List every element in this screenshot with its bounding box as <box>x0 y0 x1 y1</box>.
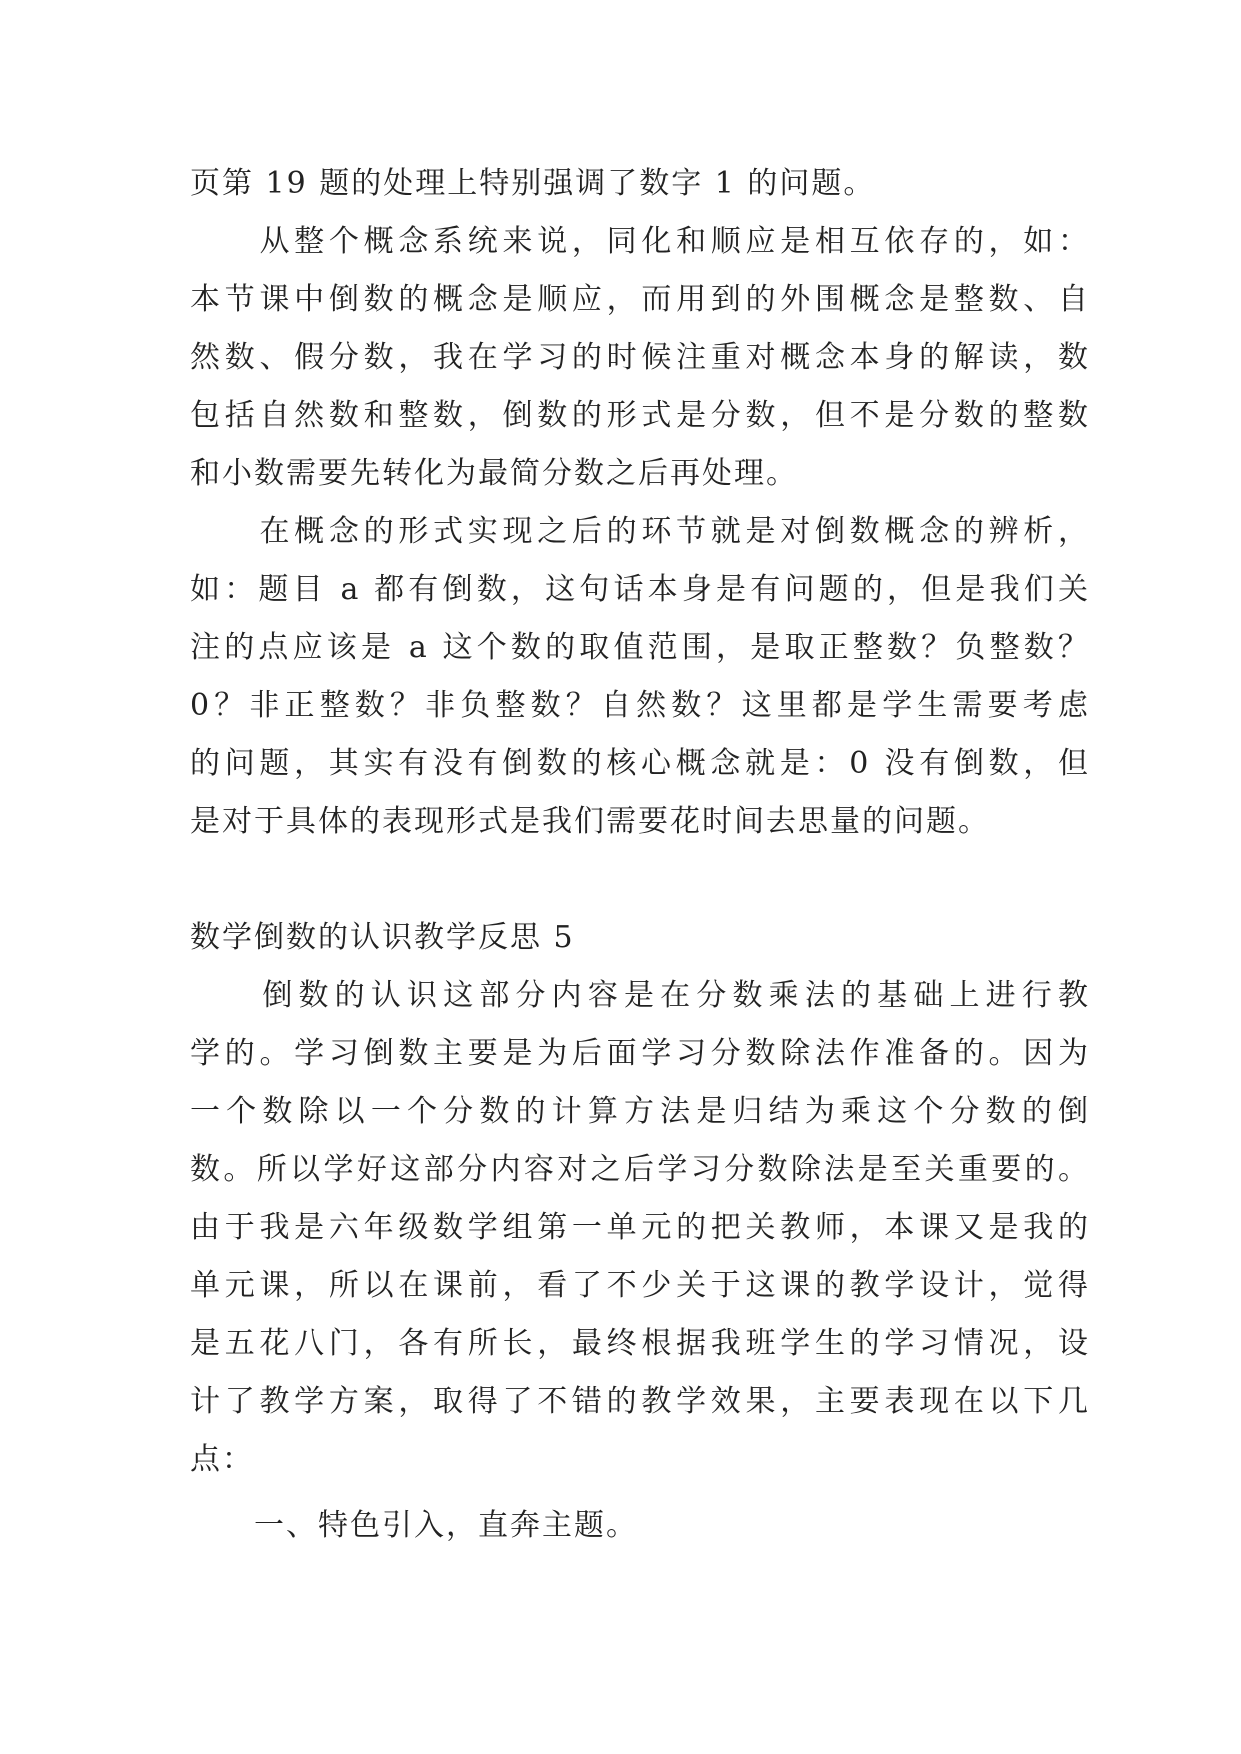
text-line: 的问题，其实有没有倒数的核心概念就是：0 没有倒数，但 <box>190 746 1090 781</box>
paragraph-continuation <box>190 155 1090 213</box>
text-line: 在概念的形式实现之后的环节就是对倒数概念的辨析， <box>190 514 1090 549</box>
text-line: 点： <box>190 1442 254 1477</box>
text-line: 计了教学方案，取得了不错的教学效果，主要表现在以下几 <box>190 1384 1090 1419</box>
text-line: 数。所以学好这部分内容对之后学习分数除法是至关重要的。 <box>190 1152 1090 1187</box>
section-spacer <box>190 851 1090 909</box>
text-line: 一、特色引入，直奔主题。 <box>190 1508 638 1543</box>
text-line: 由于我是六年级数学组第一单元的把关教师，本课又是我的 <box>190 1210 1090 1245</box>
text-line: 学的。学习倒数主要是为后面学习分数除法作准备的。因为 <box>190 1036 1090 1071</box>
text-line: 和小数需要先转化为最简分数之后再处理。 <box>190 456 798 491</box>
text-line: 单元课，所以在课前，看了不少关于这课的教学设计，觉得 <box>190 1268 1090 1303</box>
section-title: 数学倒数的认识教学反思 5 <box>190 920 575 955</box>
paragraph-introduction <box>190 967 1090 1489</box>
text-line: 是对于具体的表现形式是我们需要花时间去思量的问题。 <box>190 804 990 839</box>
paragraph-assimilation <box>190 213 1090 503</box>
text-line: 如：题目 a 都有倒数，这句话本身是有问题的，但是我们关 <box>190 572 1090 607</box>
text-line: 是五花八门，各有所长，最终根据我班学生的学习情况，设 <box>190 1326 1090 1361</box>
text-line: 包括自然数和整数，倒数的形式是分数，但不是分数的整数 <box>190 398 1090 433</box>
text-line: 注的点应该是 a 这个数的取值范围，是取正整数？负整数？ <box>190 630 1090 665</box>
text-line: 本节课中倒数的概念是顺应，而用到的外围概念是整数、自 <box>190 282 1090 317</box>
text-line: 然数、假分数，我在学习的时候注重对概念本身的解读，数 <box>190 340 1090 375</box>
text-line: 0？非正整数？非负整数？自然数？这里都是学生需要考虑 <box>190 688 1090 723</box>
document-page <box>190 155 1090 1555</box>
paragraph-analysis <box>190 503 1090 851</box>
text-line: 一个数除以一个分数的计算方法是归结为乘这个分数的倒 <box>190 1094 1090 1129</box>
paragraph-point-one <box>190 1497 1090 1555</box>
text-line: 页第 19 题的处理上特别强调了数字 1 的问题。 <box>190 166 876 201</box>
text-line: 倒数的认识这部分内容是在分数乘法的基础上进行教 <box>190 978 1090 1013</box>
text-line: 从整个概念系统来说，同化和顺应是相互依存的，如： <box>190 224 1090 259</box>
